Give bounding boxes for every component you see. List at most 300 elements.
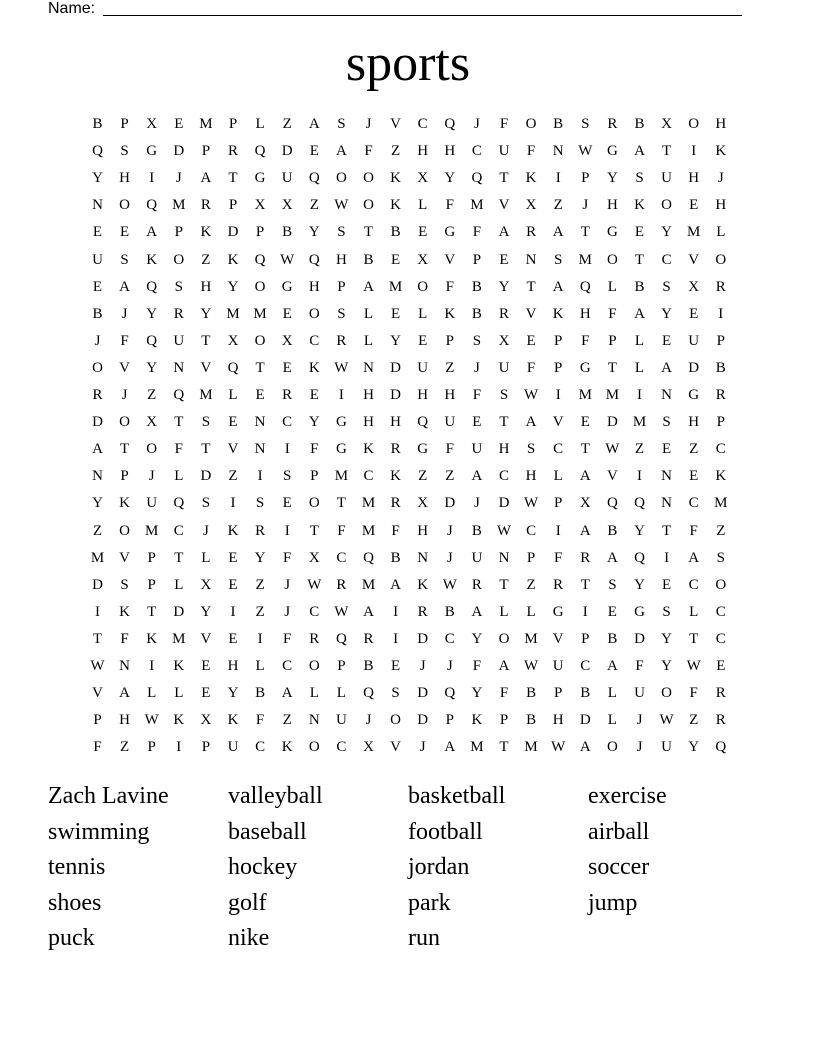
grid-letter: E xyxy=(228,576,238,593)
grid-letter: D xyxy=(92,414,103,431)
grid-letter: P xyxy=(337,658,346,674)
grid-letter: X xyxy=(417,170,429,187)
grid-letter: V xyxy=(92,685,103,702)
grid-letter: Q xyxy=(444,685,456,702)
grid-letter: P xyxy=(174,224,183,241)
grid-letter: F xyxy=(445,197,454,214)
grid-letter: A xyxy=(634,305,645,322)
grid-letter: F xyxy=(364,143,373,160)
word-list-item: baseball xyxy=(228,818,307,845)
grid-letter: R xyxy=(390,441,401,458)
grid-letter: W xyxy=(659,712,674,729)
grid-letter: Z xyxy=(309,197,319,214)
grid-letter: A xyxy=(444,739,456,756)
grid-letter: S xyxy=(120,143,129,160)
grid-letter: O xyxy=(525,116,537,132)
grid-letter: T xyxy=(309,522,319,539)
grid-letter: T xyxy=(580,224,590,241)
grid-letter: G xyxy=(579,359,591,376)
grid-letter: J xyxy=(419,658,426,674)
grid-letter: J xyxy=(446,658,453,674)
page-title: sports xyxy=(345,35,471,92)
grid-letter: X xyxy=(498,332,510,349)
grid-letter: N xyxy=(119,658,131,674)
grid-letter: A xyxy=(119,685,131,702)
grid-letter: G xyxy=(634,603,645,620)
grid-letter: H xyxy=(363,414,374,431)
grid-letter: H xyxy=(227,658,239,674)
grid-letter: C xyxy=(444,630,455,647)
grid-letter: F xyxy=(174,441,183,458)
grid-letter: A xyxy=(308,116,320,132)
grid-letter: C xyxy=(715,603,726,620)
grid-letter: Y xyxy=(606,170,618,187)
grid-letter: F xyxy=(581,332,590,349)
grid-letter: R xyxy=(200,197,211,214)
grid-letter: J xyxy=(446,522,453,539)
grid-letter: S xyxy=(662,278,671,295)
grid-letter: N xyxy=(254,441,266,458)
grid-letter: O xyxy=(688,116,700,132)
grid-letter: A xyxy=(688,549,700,566)
grid-letter: Y xyxy=(634,576,645,593)
grid-letter: B xyxy=(390,549,401,566)
grid-letter: S xyxy=(662,603,671,620)
grid-letter: K xyxy=(119,603,131,620)
grid-letter: A xyxy=(606,549,618,566)
grid-letter: Y xyxy=(227,278,239,295)
grid-letter: V xyxy=(498,197,510,214)
grid-letter: C xyxy=(688,576,699,593)
grid-letter: C xyxy=(255,739,266,756)
grid-letter: Q xyxy=(227,359,239,376)
grid-letter: U xyxy=(661,739,673,756)
grid-letter: Q xyxy=(715,739,727,756)
grid-letter: N xyxy=(498,549,510,566)
grid-letter: P xyxy=(337,278,346,295)
grid-letter: Z xyxy=(445,359,455,376)
grid-letter: R xyxy=(336,576,347,593)
grid-letter: Q xyxy=(579,278,591,295)
grid-letter: L xyxy=(174,685,184,702)
grid-letter: K xyxy=(363,441,374,458)
grid-letter: U xyxy=(498,359,510,376)
grid-letter: B xyxy=(390,224,401,241)
grid-letter: E xyxy=(282,359,292,376)
grid-letter: L xyxy=(255,658,265,674)
grid-letter: P xyxy=(554,332,563,349)
grid-letter: G xyxy=(417,441,429,458)
grid-letter: A xyxy=(579,522,591,539)
word-list-item: golf xyxy=(228,889,267,916)
grid-letter: A xyxy=(525,414,537,431)
grid-letter: R xyxy=(173,305,184,322)
grid-letter: T xyxy=(499,170,509,187)
grid-letter: P xyxy=(228,197,238,214)
grid-letter: V xyxy=(200,359,212,376)
word-list-item: jump xyxy=(588,889,638,916)
grid-letter: J xyxy=(121,305,128,322)
grid-letter: L xyxy=(607,685,617,702)
grid-letter: M xyxy=(578,387,592,403)
grid-letter: Q xyxy=(634,549,645,566)
grid-letter: K xyxy=(390,197,402,214)
grid-letter: W xyxy=(524,387,539,403)
grid-letter: I xyxy=(555,522,561,539)
word-list-item: swimming xyxy=(48,818,150,845)
grid-letter: O xyxy=(335,170,347,187)
grid-letter: U xyxy=(173,332,185,349)
grid-letter: D xyxy=(173,603,185,620)
grid-letter: Q xyxy=(471,170,483,187)
grid-letter: F xyxy=(635,658,644,674)
grid-letter: A xyxy=(579,739,591,756)
grid-letter: U xyxy=(498,143,510,160)
grid-letter: A xyxy=(119,278,131,295)
grid-letter: E xyxy=(309,143,319,160)
grid-letter: R xyxy=(282,387,293,403)
grid-letter: I xyxy=(230,603,236,620)
grid-letter: F xyxy=(689,685,698,702)
grid-letter: E xyxy=(634,224,645,241)
grid-letter: H xyxy=(200,278,212,295)
grid-letter: N xyxy=(661,387,673,403)
grid-letter: A xyxy=(498,224,510,241)
grid-letter: O xyxy=(606,251,618,268)
grid-letter: E xyxy=(228,549,238,566)
grid-letter: K xyxy=(146,251,158,268)
grid-letter: F xyxy=(310,441,319,458)
grid-letter: O xyxy=(254,278,266,295)
grid-letter: W xyxy=(334,603,349,620)
grid-letter: P xyxy=(93,712,102,729)
grid-letter: E xyxy=(391,305,401,322)
grid-letter: L xyxy=(418,305,428,322)
grid-letter: E xyxy=(418,332,428,349)
grid-letter: N xyxy=(308,712,320,729)
grid-letter: M xyxy=(226,305,240,322)
grid-letter: S xyxy=(174,278,183,295)
grid-letter: E xyxy=(391,658,401,674)
grid-letter: A xyxy=(579,468,591,485)
grid-letter: N xyxy=(661,468,673,485)
grid-letter: V xyxy=(444,251,456,268)
grid-letter: T xyxy=(499,414,509,431)
grid-letter: W xyxy=(524,495,539,512)
grid-letter: P xyxy=(147,549,156,566)
name-label: Name: xyxy=(48,0,96,17)
grid-letter: R xyxy=(498,305,509,322)
grid-letter: W xyxy=(442,576,457,593)
grid-letter: O xyxy=(363,197,374,214)
grid-letter: D xyxy=(173,143,185,160)
grid-letter: L xyxy=(174,468,184,485)
grid-letter: Q xyxy=(173,387,185,403)
grid-letter: K xyxy=(173,658,185,674)
grid-letter: Q xyxy=(254,143,266,160)
grid-letter: R xyxy=(580,549,591,566)
grid-letter: U xyxy=(634,685,645,702)
grid-letter: I xyxy=(257,630,263,647)
grid-letter: V xyxy=(200,630,212,647)
grid-letter: L xyxy=(363,332,374,349)
grid-letter: H xyxy=(579,305,591,322)
grid-letter: M xyxy=(388,278,403,295)
grid-letter: Q xyxy=(363,549,374,566)
grid-letter: M xyxy=(172,197,186,214)
grid-letter: T xyxy=(526,278,536,295)
grid-letter: J xyxy=(121,387,128,403)
grid-letter: S xyxy=(472,332,482,349)
grid-letter: C xyxy=(417,116,428,132)
grid-letter: I xyxy=(637,387,642,403)
grid-letter: Y xyxy=(661,305,673,322)
grid-letter: E xyxy=(689,197,699,214)
grid-letter: W xyxy=(307,576,322,593)
grid-letter: C xyxy=(471,143,482,160)
grid-letter: L xyxy=(418,197,428,214)
grid-letter: M xyxy=(90,549,105,566)
grid-letter: J xyxy=(284,576,291,593)
grid-letter: K xyxy=(227,712,239,729)
word-list-item: jordan xyxy=(408,854,470,880)
grid-letter: S xyxy=(120,251,129,268)
grid-letter: Z xyxy=(391,143,401,160)
grid-letter: T xyxy=(363,224,374,241)
grid-letter: I xyxy=(555,170,561,187)
grid-letter: T xyxy=(174,414,184,431)
grid-letter: M xyxy=(605,387,620,403)
grid-letter: H xyxy=(308,278,320,295)
grid-letter: Y xyxy=(390,332,402,349)
grid-letter: X xyxy=(363,739,374,756)
grid-letter: K xyxy=(715,468,727,485)
grid-letter: F xyxy=(499,116,509,132)
grid-letter: O xyxy=(661,197,673,214)
grid-letter: S xyxy=(526,441,536,458)
grid-letter: T xyxy=(634,251,645,268)
grid-letter: R xyxy=(417,603,428,620)
grid-letter: T xyxy=(147,603,157,620)
grid-letter: C xyxy=(336,549,347,566)
grid-letter: G xyxy=(688,387,700,403)
grid-letter: X xyxy=(417,495,429,512)
grid-letter: C xyxy=(173,522,184,539)
grid-letter: H xyxy=(444,387,456,403)
grid-letter: W xyxy=(496,522,512,539)
grid-letter: R xyxy=(390,495,401,512)
grid-letter: N xyxy=(254,414,266,431)
grid-letter: O xyxy=(119,197,131,214)
grid-letter: S xyxy=(581,116,590,132)
word-list-item: nike xyxy=(228,925,270,951)
grid-letter: C xyxy=(363,468,374,485)
grid-letter: T xyxy=(174,549,184,566)
grid-letter: O xyxy=(308,658,320,674)
grid-letter: E xyxy=(418,224,428,241)
grid-letter: W xyxy=(686,658,701,674)
grid-letter: J xyxy=(365,712,372,729)
grid-letter: I xyxy=(555,387,561,403)
grid-letter: U xyxy=(444,414,456,431)
grid-letter: F xyxy=(283,549,292,566)
grid-letter: Z xyxy=(255,576,265,593)
grid-letter: E xyxy=(716,658,726,674)
grid-letter: Y xyxy=(471,630,483,647)
grid-letter: V xyxy=(552,630,564,647)
grid-letter: T xyxy=(336,495,346,512)
grid-letter: H xyxy=(417,522,429,539)
grid-letter: Q xyxy=(173,495,185,512)
grid-letter: O xyxy=(390,712,402,729)
grid-letter: W xyxy=(551,739,566,756)
grid-letter: I xyxy=(149,658,155,674)
grid-letter: N xyxy=(92,468,103,485)
grid-letter: H xyxy=(390,414,402,431)
grid-letter: M xyxy=(361,495,376,512)
grid-letter: O xyxy=(308,495,320,512)
grid-letter: P xyxy=(120,468,129,485)
grid-letter: K xyxy=(227,251,239,268)
grid-letter: F xyxy=(526,143,536,160)
grid-letter: L xyxy=(553,468,563,485)
grid-letter: O xyxy=(92,359,103,376)
grid-letter: T xyxy=(580,441,590,458)
grid-letter: B xyxy=(363,658,374,674)
grid-letter: G xyxy=(146,143,158,160)
grid-letter: Z xyxy=(92,522,103,539)
grid-letter: L xyxy=(607,712,617,729)
grid-letter: A xyxy=(552,224,564,241)
grid-letter: M xyxy=(145,522,159,539)
word-list-item: run xyxy=(408,925,440,951)
name-underline xyxy=(103,15,742,16)
grid-letter: X xyxy=(579,495,591,512)
grid-letter: X xyxy=(281,332,293,349)
grid-letter: P xyxy=(716,414,725,431)
grid-letter: R xyxy=(715,685,726,702)
grid-letter: O xyxy=(606,739,618,756)
grid-letter: A xyxy=(146,224,158,241)
grid-letter: I xyxy=(393,603,399,620)
grid-letter: A xyxy=(363,603,374,620)
word-list-item: valleyball xyxy=(228,783,323,809)
grid-letter: D xyxy=(390,387,402,403)
grid-letter: S xyxy=(608,576,617,593)
grid-letter: J xyxy=(175,170,182,187)
grid-letter: T xyxy=(580,576,590,593)
grid-letter: H xyxy=(606,197,618,214)
grid-letter: V xyxy=(552,414,564,431)
grid-letter: G xyxy=(335,441,347,458)
grid-letter: R xyxy=(715,278,726,295)
grid-letter: E xyxy=(472,414,482,431)
grid-letter: S xyxy=(337,224,346,241)
grid-letter: B xyxy=(471,278,482,295)
grid-letter: T xyxy=(499,739,509,756)
grid-letter: J xyxy=(473,495,480,512)
grid-letter: Y xyxy=(688,739,700,756)
grid-letter: R xyxy=(227,143,238,160)
grid-letter: Q xyxy=(146,197,158,214)
grid-letter: R xyxy=(92,387,103,403)
word-list-item: hockey xyxy=(228,854,298,880)
grid-letter: R xyxy=(607,116,618,132)
grid-letter: P xyxy=(581,630,590,647)
grid-letter: F xyxy=(120,332,129,349)
grid-letter: I xyxy=(338,387,344,403)
grid-letter: Q xyxy=(308,170,320,187)
letter-grid xyxy=(84,111,734,761)
grid-letter: T xyxy=(607,359,617,376)
grid-letter: M xyxy=(524,739,538,756)
grid-letter: B xyxy=(634,116,645,132)
grid-letter: F xyxy=(120,630,129,647)
grid-letter: V xyxy=(606,468,618,485)
grid-letter: T xyxy=(228,170,238,187)
grid-letter: G xyxy=(552,603,564,620)
grid-letter: Q xyxy=(606,495,618,512)
grid-letter: C xyxy=(688,495,699,512)
grid-letter: S xyxy=(120,576,129,593)
grid-letter: D xyxy=(606,414,618,431)
grid-letter: P xyxy=(255,224,265,241)
grid-letter: I xyxy=(149,170,155,187)
word-list-item: park xyxy=(408,889,451,916)
grid-letter: S xyxy=(554,251,563,268)
grid-letter: R xyxy=(336,332,347,349)
grid-letter: Y xyxy=(444,170,456,187)
grid-letter: Z xyxy=(445,468,455,485)
grid-letter: F xyxy=(472,658,482,674)
grid-letter: U xyxy=(92,251,103,268)
grid-letter: P xyxy=(310,468,319,485)
grid-letter: M xyxy=(714,495,728,512)
grid-letter: Y xyxy=(471,685,483,702)
grid-letter: M xyxy=(632,414,647,431)
grid-letter: Q xyxy=(634,495,645,512)
grid-letter: L xyxy=(336,685,346,702)
grid-letter: B xyxy=(634,278,645,295)
grid-letter: H xyxy=(444,143,456,160)
grid-letter: U xyxy=(471,441,483,458)
grid-letter: M xyxy=(470,739,484,756)
grid-letter: W xyxy=(524,658,539,674)
grid-letter: K xyxy=(471,712,483,729)
grid-letter: X xyxy=(688,278,700,295)
grid-letter: A xyxy=(634,143,645,160)
grid-letter: F xyxy=(689,522,698,539)
grid-letter: P xyxy=(147,739,156,756)
grid-letter: G xyxy=(281,278,293,295)
grid-letter: K xyxy=(390,170,402,187)
grid-letter: O xyxy=(308,305,320,322)
grid-letter: C xyxy=(498,468,509,485)
grid-letter: D xyxy=(417,712,429,729)
grid-letter: E xyxy=(662,441,672,458)
grid-letter: D xyxy=(498,495,510,512)
grid-letter: U xyxy=(552,658,564,674)
grid-letter: D xyxy=(281,143,293,160)
grid-letter: J xyxy=(473,116,480,132)
grid-letter: I xyxy=(257,468,263,485)
grid-letter: T xyxy=(499,576,509,593)
grid-letter: B xyxy=(607,630,618,647)
grid-letter: F xyxy=(445,278,454,295)
grid-letter: T xyxy=(662,143,672,160)
grid-letter: C xyxy=(309,332,320,349)
grid-letter: Y xyxy=(92,495,103,512)
